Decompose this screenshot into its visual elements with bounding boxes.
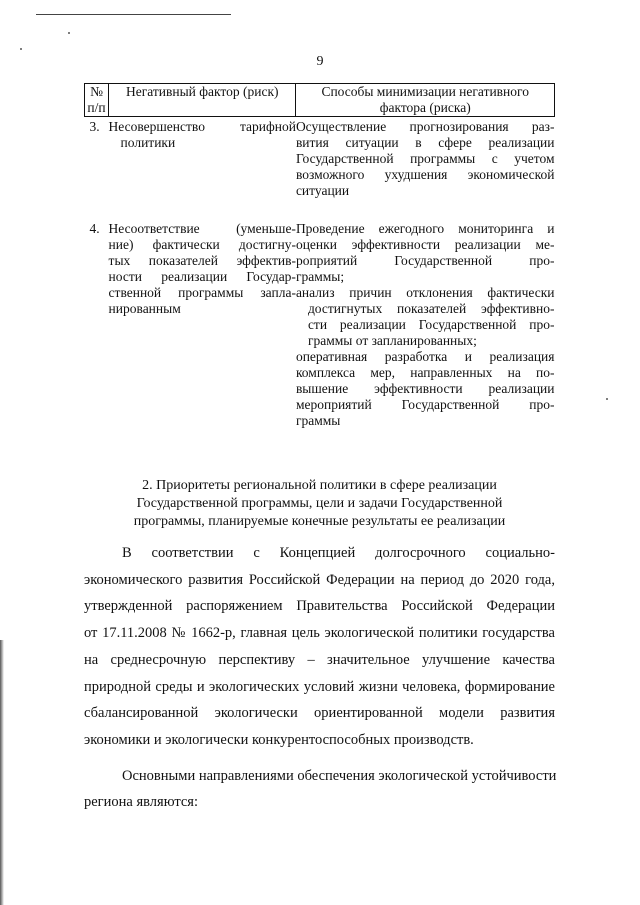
method-line: мероприятий Государственной про-	[295, 397, 555, 412]
method-line: комплекса мер, направленных на по-	[295, 365, 555, 380]
section-title-line: Государственной программы, цели и задачи Государственной	[136, 496, 503, 511]
paragraph-line: на среднесрочную перспективу – значительное улучшение качества	[84, 651, 555, 668]
factor-line: Несовершенство тарифной	[108, 119, 296, 134]
paragraph-line: экономического развития Российской Федерации на период до 2020 года,	[84, 571, 555, 588]
paragraph-line: региона являются:	[84, 794, 198, 811]
method-line: оценки эффективности реализации ме-	[295, 237, 555, 252]
table-row-spacer	[85, 199, 555, 221]
scan-edge-shadow	[0, 640, 4, 905]
header-number	[85, 84, 109, 117]
method-line: Государственной программы с учетом	[295, 151, 555, 166]
method-line: сти реализации Государственной про-	[307, 317, 555, 332]
scan-speck	[606, 398, 608, 400]
header-method-line: фактора (риска)	[379, 100, 471, 115]
factor-line: политики	[120, 135, 176, 150]
method-line: вышение эффективности реализации	[295, 381, 555, 396]
paragraph-line: Основными направлениями обеспечения экологической устойчивости	[122, 767, 557, 784]
paragraph-line: сбалансированной экологически ориентированной модели развития	[84, 705, 555, 722]
paragraph-line: экономики и экологически конкурентоспособных производств.	[84, 731, 474, 748]
paragraph-line: утвержденной распоряжением Правительства Российской Федерации	[84, 598, 555, 615]
row-method	[296, 221, 555, 429]
page-number: 9	[316, 54, 324, 69]
method-line: возможного ухудшения экономической	[295, 167, 555, 182]
method-line: ситуации	[295, 183, 350, 198]
risk-table	[84, 83, 555, 429]
scan-speck	[68, 32, 70, 34]
paragraph	[84, 540, 555, 754]
section-title	[84, 477, 555, 531]
row-factor	[109, 221, 296, 429]
paragraph-line: В соответствии с Концепцией долгосрочного социально-	[122, 545, 555, 561]
method-line: граммы от запланированных;	[307, 333, 477, 348]
header-factor-text: Негативный фактор (риск)	[125, 84, 279, 99]
factor-line: Несоответствие (уменьше-	[108, 221, 296, 236]
paragraph	[84, 763, 555, 816]
row-method	[296, 117, 555, 200]
method-line: вития ситуации в сфере реализации	[295, 135, 555, 150]
scan-top-line	[36, 14, 231, 15]
section-title-line: 2. Приоритеты региональной политики в сфере реализации	[142, 478, 497, 493]
method-line: граммы;	[295, 269, 345, 284]
section-title-line: программы, планируемые конечные результаты ее реализации	[133, 514, 506, 529]
row-factor	[109, 117, 296, 200]
row-number: 4.	[89, 221, 100, 236]
factor-line: ние) фактически достигну-	[108, 237, 296, 252]
factor-line: тых показателей эффектив-	[108, 253, 296, 268]
method-line: Осуществление прогнозирования раз-	[295, 119, 555, 134]
factor-line: ственной программы запла-	[108, 285, 296, 300]
factor-line: нированным	[108, 301, 181, 316]
header-number-line: п/п	[87, 100, 106, 115]
paragraph-line: от 17.11.2008 № 1662-р, главная цель экологической политики государства	[84, 625, 555, 642]
row-number: 3.	[89, 119, 100, 134]
method-line: достигнутых показателей эффективно-	[307, 301, 555, 316]
table-row	[85, 117, 555, 200]
header-method	[296, 84, 555, 117]
method-line: граммы	[295, 413, 341, 428]
method-line: анализ причин отклонения фактически	[295, 285, 555, 300]
method-line: роприятий Государственной про-	[295, 253, 555, 268]
header-number-line: №	[90, 84, 103, 99]
body-text	[84, 540, 555, 816]
paragraph-line: природной среды и экологических условий жизни человека, формирование	[84, 678, 555, 695]
table-header-row	[85, 84, 555, 117]
method-line: оперативная разработка и реализация	[295, 349, 555, 364]
table-row	[85, 221, 555, 429]
factor-line: ности реализации Государ-	[108, 269, 296, 284]
method-line: Проведение ежегодного мониторинга и	[295, 221, 555, 236]
header-factor	[109, 84, 296, 117]
header-method-line: Способы минимизации негативного	[321, 84, 529, 99]
scan-speck	[20, 48, 22, 50]
